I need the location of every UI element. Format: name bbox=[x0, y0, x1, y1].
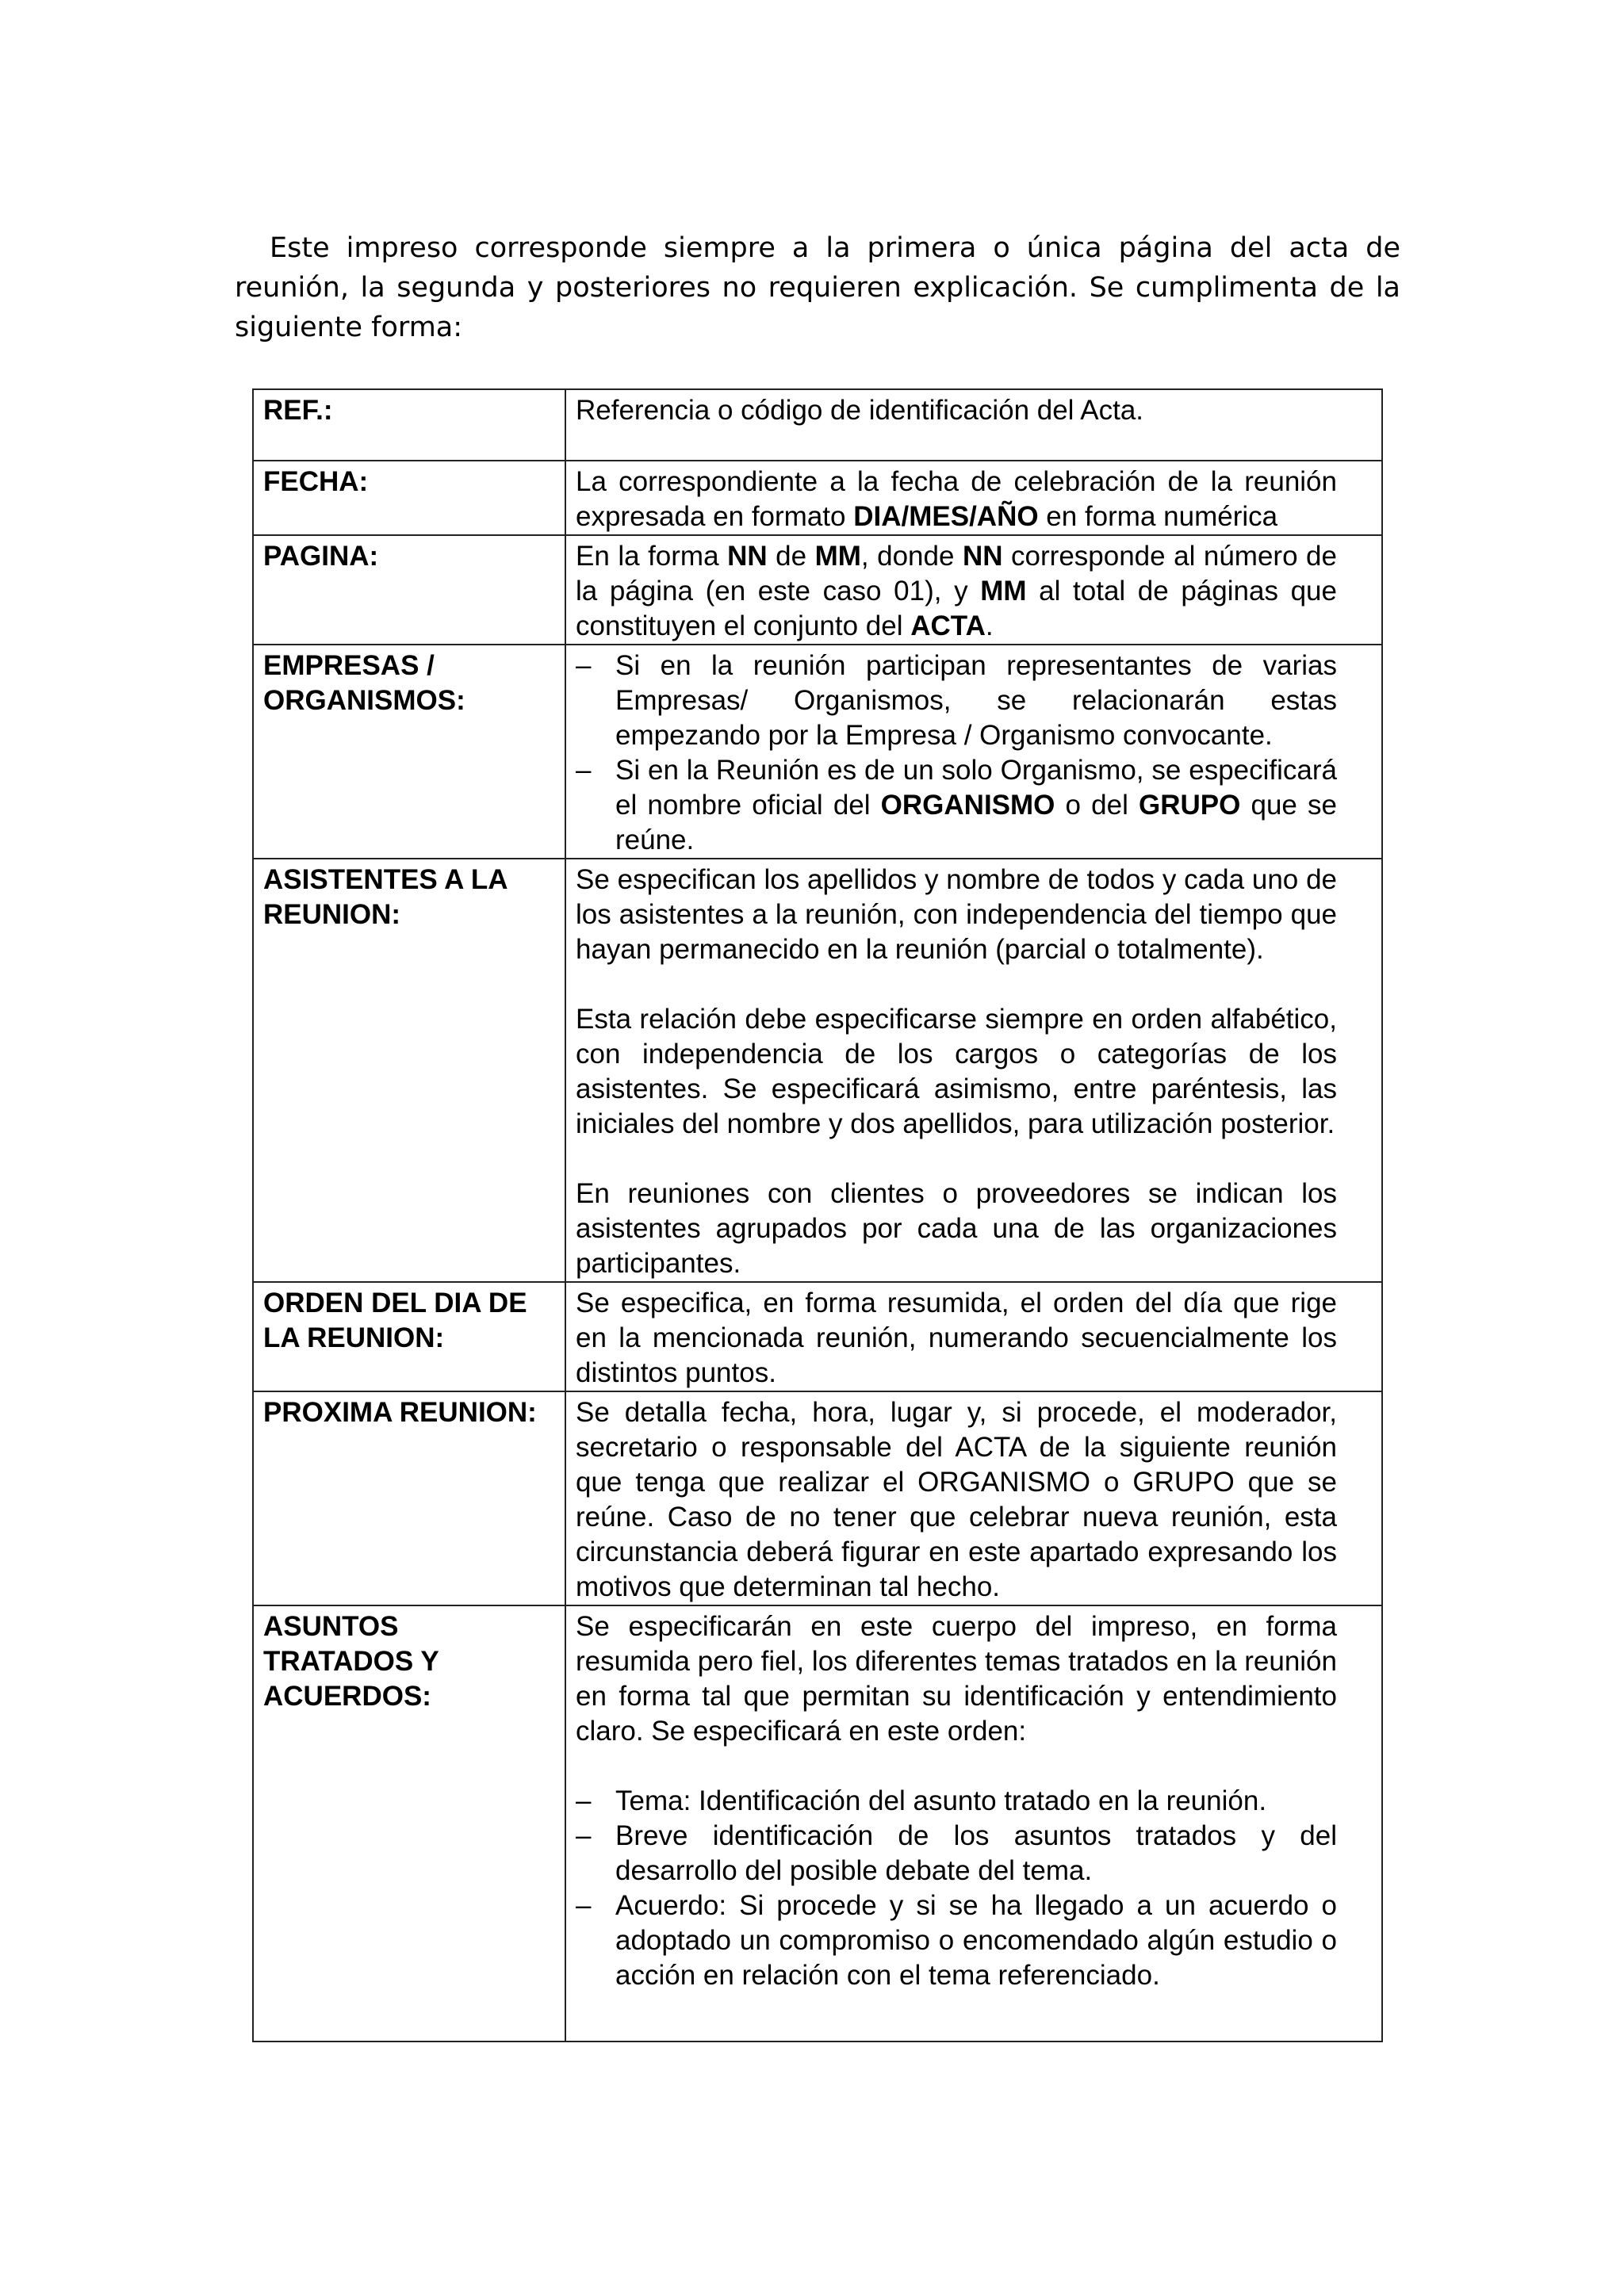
label-pagina bbox=[253, 535, 565, 645]
desc-pagina-b4: MM bbox=[980, 576, 1027, 607]
row-orden bbox=[253, 1282, 1382, 1391]
desc-ref bbox=[565, 389, 1382, 461]
asistentes-paragraph-2: Esta relación debe especificarse siempre en orden alfabético, con independencia de los cargos o categorías de los asistentes. Se especificará asimismo, entre paréntesis, las iniciales del nombre y dos apellidos, para utilización posterior. bbox=[576, 1004, 1337, 1139]
desc-empresas bbox=[565, 645, 1382, 859]
list-item bbox=[576, 649, 1337, 753]
row-asuntos bbox=[253, 1605, 1382, 2042]
desc-pagina-t1: En la forma bbox=[576, 541, 728, 572]
empresas-item2-text-c: o del bbox=[1055, 790, 1139, 821]
desc-fecha-text-a: La correspondiente a la fecha de celebración de la reunión expresada en formato bbox=[576, 466, 1337, 532]
desc-fecha-text-b: en forma numérica bbox=[1038, 501, 1278, 532]
desc-pagina-b5: ACTA bbox=[910, 610, 986, 641]
label-empresas-line1: EMPRESAS / bbox=[263, 650, 435, 681]
label-pagina-text: PAGINA: bbox=[263, 541, 379, 572]
desc-pagina-t3: , donde bbox=[860, 541, 963, 572]
empresas-item2-grupo: GRUPO bbox=[1139, 790, 1241, 821]
desc-asistentes bbox=[565, 859, 1382, 1282]
dash-bullet: – bbox=[576, 1820, 592, 1851]
asuntos-paragraph-1: Se especificarán en este cuerpo del impreso, en forma resumida pero fiel, los diferentes temas tratados en la reunión en forma tal que permitan su identificación y entendimiento claro. Se especificará en este orden: bbox=[576, 1611, 1337, 1747]
row-ref bbox=[253, 389, 1382, 461]
asuntos-item3-text: Acuerdo: Si procede y si se ha llegado a un acuerdo o adoptado un compromiso o encomendado algún estudio o acción en relación con el tema referenciado. bbox=[615, 1890, 1337, 1991]
fields-table bbox=[252, 388, 1383, 2042]
list-item bbox=[576, 1819, 1337, 1888]
label-empresas bbox=[253, 645, 565, 859]
asistentes-paragraph-3: En reuniones con clientes o proveedores se indican los asistentes agrupados por cada una de las organizaciones participantes. bbox=[576, 1178, 1337, 1279]
label-ref bbox=[253, 389, 565, 461]
empresas-item2-text-d: que se reúne. bbox=[615, 790, 1337, 855]
asistentes-paragraph-1: Se especifican los apellidos y nombre de todos y cada uno de los asistentes a la reunión, con independencia del tiempo que hayan permanecido en la reunión (parcial o totalmente). bbox=[576, 864, 1337, 965]
desc-pagina-b2: MM bbox=[814, 541, 861, 572]
desc-asuntos bbox=[565, 1605, 1382, 2042]
desc-pagina bbox=[565, 535, 1382, 645]
desc-proxima bbox=[565, 1391, 1382, 1605]
desc-pagina-b1: NN bbox=[727, 541, 768, 572]
empresas-item2-text-a: Si en la Reunión es de un solo Organismo, se especificará el nombre oficial del bbox=[615, 755, 1337, 821]
asuntos-item1-text: Tema: Identificación del asunto tratado en la reunión. bbox=[615, 1785, 1267, 1816]
label-asuntos-line1: ASUNTOS bbox=[263, 1611, 399, 1642]
label-fecha bbox=[253, 461, 565, 535]
label-ref-text: REF.: bbox=[263, 395, 333, 426]
label-proxima bbox=[253, 1391, 565, 1605]
list-item bbox=[576, 753, 1337, 858]
asuntos-list bbox=[576, 1784, 1337, 1993]
label-fecha-text: FECHA: bbox=[263, 466, 369, 497]
intro-text: Este impreso corresponde siempre a la primera o única página del acta de reunión, la segunda y posteriores no requieren explicación. Se cumplimenta de la siguiente forma: bbox=[235, 232, 1400, 343]
list-item bbox=[576, 1784, 1337, 1819]
dash-bullet: – bbox=[576, 755, 592, 786]
empresas-item2-organismo: ORGANISMO bbox=[880, 790, 1055, 821]
dash-bullet: – bbox=[576, 650, 592, 681]
desc-orden-text: Se especifica, en forma resumida, el orden del día que rige en la mencionada reunión, numerando secuencialmente los distintos puntos. bbox=[576, 1288, 1337, 1388]
asuntos-item2-text: Breve identificación de los asuntos tratados y del desarrollo del posible debate del tema. bbox=[615, 1820, 1337, 1886]
label-asuntos bbox=[253, 1605, 565, 2042]
empresas-item1-text: Si en la reunión participan representantes de varias Empresas/ Organismos, se relacionarán estas empezando por la Empresa / Organismo convocante. bbox=[615, 650, 1337, 751]
row-empresas bbox=[253, 645, 1382, 859]
label-empresas-line2: ORGANISMOS: bbox=[263, 685, 465, 716]
label-asistentes-line2: REUNION: bbox=[263, 899, 401, 930]
row-asistentes bbox=[253, 859, 1382, 1282]
label-asuntos-line2: TRATADOS Y bbox=[263, 1646, 439, 1677]
label-asuntos-line3: ACUERDOS: bbox=[263, 1681, 431, 1712]
label-proxima-text: PROXIMA REUNION: bbox=[263, 1397, 537, 1428]
dash-bullet: – bbox=[576, 1890, 592, 1921]
label-orden-line1: ORDEN DEL DIA DE bbox=[263, 1288, 527, 1318]
desc-pagina-t2: de bbox=[767, 541, 815, 572]
desc-pagina-t6: . bbox=[985, 610, 994, 641]
label-orden-line2: LA REUNION: bbox=[263, 1322, 445, 1353]
label-asistentes-line1: ASISTENTES A LA bbox=[263, 864, 508, 895]
label-orden bbox=[253, 1282, 565, 1391]
desc-pagina-b3: NN bbox=[962, 541, 1003, 572]
list-item bbox=[576, 1888, 1337, 1993]
desc-proxima-text: Se detalla fecha, hora, lugar y, si procede, el moderador, secretario o responsable del ACTA de la siguiente reunión que tenga que realizar el ORGANISMO o GRUPO que se reúne. Caso de no tener que celebrar nueva reunión, esta circunstancia deberá figurar en este apartado expresando los motivos que determinan tal hecho. bbox=[576, 1397, 1337, 1602]
desc-orden bbox=[565, 1282, 1382, 1391]
desc-ref-text: Referencia o código de identificación del Acta. bbox=[576, 395, 1144, 426]
row-proxima bbox=[253, 1391, 1382, 1605]
desc-pagina-t4: corresponde al número de la página (en este caso 01), y bbox=[576, 541, 1337, 607]
desc-fecha bbox=[565, 461, 1382, 535]
row-fecha bbox=[253, 461, 1382, 535]
empresas-list bbox=[576, 649, 1337, 858]
desc-fecha-format: DIA/MES/AÑO bbox=[853, 501, 1039, 532]
intro-paragraph bbox=[235, 228, 1400, 347]
desc-pagina-t5: al total de páginas que constituyen el conjunto del bbox=[576, 576, 1337, 641]
row-pagina bbox=[253, 535, 1382, 645]
dash-bullet: – bbox=[576, 1785, 592, 1816]
label-asistentes bbox=[253, 859, 565, 1282]
